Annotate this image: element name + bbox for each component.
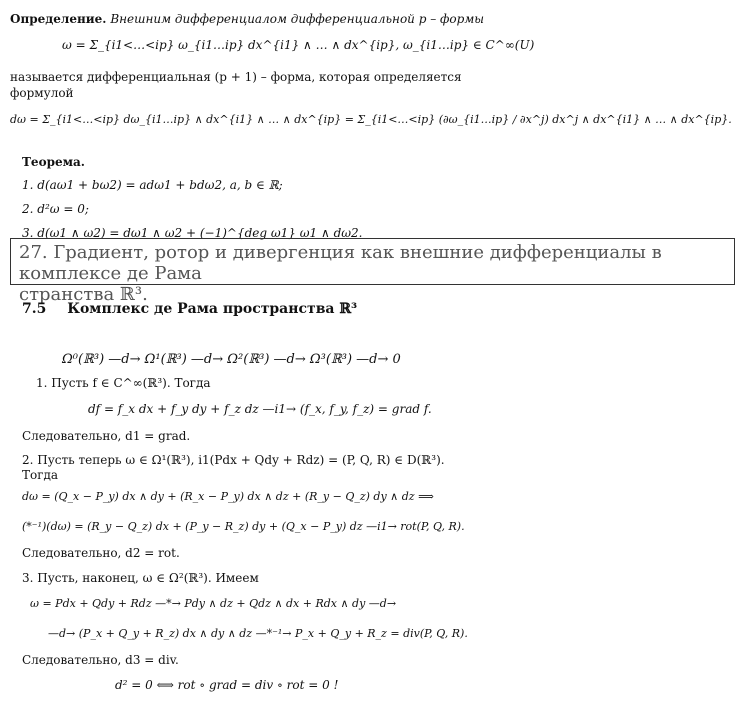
- ticket-line-2: странства ℝ³.: [19, 284, 148, 305]
- conclusion-3: Следовательно, d3 = div.: [22, 653, 179, 667]
- formula-grad: df = f_x dx + f_y dy + f_z dz —i1→ (f_x, f_y, f_z) = grad f.: [88, 402, 432, 416]
- point-2-line-2: Тогда: [22, 468, 59, 482]
- ticket-box: [10, 238, 735, 305]
- theorem-item-1: 1. d(aω1 + bω2) = adω1 + bdω2, a, b ∈ ℝ;: [22, 178, 283, 192]
- definition-line: [10, 12, 484, 26]
- conclusion-2: Следовательно, d2 = rot.: [22, 546, 180, 560]
- section-title: Комплекс де Рама пространства ℝ³: [67, 301, 358, 317]
- definition-text-2: формулой: [10, 86, 74, 100]
- formula-div-1: ω = Pdx + Qdy + Rdz —*→ Pdy ∧ dz + Qdz ∧ dx + Rdx ∧ dy —d→: [30, 597, 397, 610]
- formula-rot-2: (*⁻¹)(dω) = (R_y − Q_z) dx + (P_y − R_z) dy + (Q_x − P_y) dz —i1→ rot(P, Q, R).: [22, 520, 465, 533]
- definition-formula: ω = Σ_{i1<…<ip} ω_{i1…ip} dx^{i1} ∧ … ∧ dx^{ip}, ω_{i1…ip} ∈ C^∞(U): [62, 38, 535, 52]
- definition-label: Определение.: [10, 12, 107, 26]
- formula-div-2: —d→ (P_x + Q_y + R_z) dx ∧ dy ∧ dz —*⁻¹→ P_x + Q_y + R_z = div(P, Q, R).: [48, 627, 468, 640]
- point-1: 1. Пусть f ∈ C^∞(ℝ³). Тогда: [36, 376, 211, 390]
- definition-text: называется дифференциальная (p + 1) – форма, которая определяется: [10, 70, 462, 84]
- final-identity: d² = 0 ⟺ rot ∘ grad = div ∘ rot = 0 !: [115, 678, 339, 692]
- theorem-label: Теорема.: [22, 155, 85, 169]
- point-3: 3. Пусть, наконец, ω ∈ Ω²(ℝ³). Имеем: [22, 571, 259, 585]
- de-rham-complex: Ω⁰(ℝ³) —d→ Ω¹(ℝ³) —d→ Ω²(ℝ³) —d→ Ω³(ℝ³) —d→ 0: [62, 352, 401, 367]
- ticket-line-1: 27. Градиент, ротор и дивергенция как внешние дифференциалы в комплексе де Рама: [19, 242, 662, 284]
- section-heading: [22, 301, 357, 318]
- point-2-line-1: 2. Пусть теперь ω ∈ Ω¹(ℝ³), i1(Pdx + Qdy + Rdz) = (P, Q, R) ∈ D(ℝ³).: [22, 453, 445, 467]
- section-number: 7.5: [22, 301, 47, 317]
- definition-formula-2: dω = Σ_{i1<…<ip} dω_{i1…ip} ∧ dx^{i1} ∧ … ∧ dx^{ip} = Σ_{i1<…<ip} (∂ω_{i1…ip} / ∂x^j) dx^j ∧ dx^{i1} ∧ … ∧ dx^{ip}.: [10, 113, 732, 126]
- conclusion-1: Следовательно, d1 = grad.: [22, 429, 191, 443]
- definition-rest: Внешним дифференциалом дифференциальной p – формы: [110, 12, 485, 26]
- theorem-item-3: 3. d(ω1 ∧ ω2) = dω1 ∧ ω2 + (−1)^{deg ω1} ω1 ∧ dω2.: [22, 226, 363, 240]
- formula-rot-1: dω = (Q_x − P_y) dx ∧ dy + (R_x − P_y) dx ∧ dz + (R_y − Q_z) dy ∧ dz ⟹: [22, 490, 434, 503]
- theorem-item-2: 2. d²ω = 0;: [22, 202, 89, 216]
